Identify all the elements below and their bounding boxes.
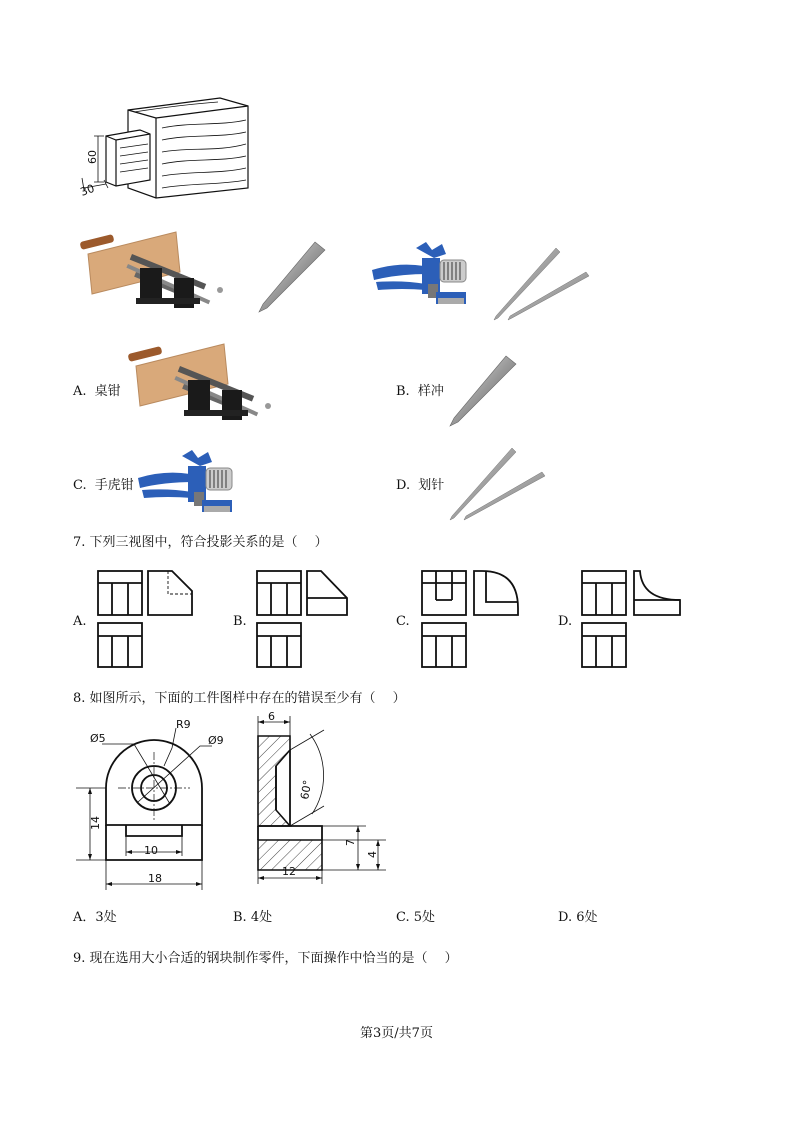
q6-option-d[interactable]	[396, 478, 444, 494]
scriber-image	[492, 246, 592, 322]
q7-option-b-views	[255, 568, 355, 670]
dim-10: 10	[144, 844, 158, 857]
dim-18: 18	[148, 872, 162, 885]
q8-option-c[interactable]: C. 5处	[396, 910, 436, 925]
dim-r9: R9	[176, 718, 191, 731]
dim-d9: Ø9	[208, 734, 224, 747]
q7-option-c-letter[interactable]: C.	[396, 614, 410, 629]
wood-dim-60: 60	[86, 150, 99, 164]
hand-vise-image	[368, 240, 472, 310]
q7-option-b-letter[interactable]: B.	[233, 614, 247, 629]
q7-option-c-views	[420, 568, 522, 670]
q9-question: 9. 现在选用大小合适的钢块制作零件，下面操作中恰当的是（ ）	[73, 951, 458, 966]
wood-dim-30: 30	[78, 181, 97, 199]
q6-option-c[interactable]	[73, 478, 134, 494]
q6-option-d-letter: D.	[396, 478, 411, 493]
q6-option-a[interactable]	[73, 384, 121, 400]
dim-d5: Ø5	[90, 732, 106, 745]
q7-option-d-letter[interactable]: D.	[558, 614, 573, 629]
q6-option-c-letter: C.	[73, 478, 87, 493]
q8-front-view	[72, 710, 232, 896]
bench-vise-image	[80, 228, 230, 320]
q6-option-d-label: 划针	[418, 478, 445, 493]
q7-option-d-views	[580, 568, 684, 670]
q8-question: 8. 如图所示，下面的工件图样中存在的错误至少有（ ）	[73, 691, 406, 706]
dim-7: 7	[344, 839, 357, 846]
dim-12: 12	[282, 865, 296, 878]
q7-option-a-views	[96, 568, 196, 670]
q7-question: 7. 下列三视图中，符合投影关系的是（ ）	[73, 535, 328, 550]
q6-option-c-label: 手虎钳	[94, 478, 134, 493]
wood-block-figure	[70, 92, 260, 202]
center-punch-image	[255, 238, 330, 316]
page-footer: 第3页/共7页	[360, 1026, 433, 1041]
q8-option-b[interactable]: B. 4处	[233, 910, 273, 925]
q6-option-b[interactable]	[396, 384, 444, 400]
q8-side-view	[250, 710, 400, 886]
q6-option-b-letter: B.	[396, 384, 410, 399]
q6-option-a-letter: A.	[73, 384, 87, 399]
q6-option-b-image	[446, 352, 521, 430]
q7-option-a-letter[interactable]: A.	[73, 614, 87, 629]
dim-6: 6	[268, 710, 275, 723]
q6-option-c-image	[134, 448, 238, 518]
q6-option-d-image	[448, 446, 548, 522]
q6-option-a-label: 桌钳	[94, 384, 121, 399]
dim-4: 4	[366, 851, 379, 858]
dim-60deg: 60°	[298, 779, 315, 801]
dim-14: 14	[89, 816, 102, 830]
q8-option-d[interactable]: D. 6处	[558, 910, 598, 925]
q8-option-a[interactable]: A．3处	[73, 910, 117, 925]
q6-option-a-image	[128, 340, 278, 436]
q6-option-b-label: 样冲	[417, 384, 444, 399]
